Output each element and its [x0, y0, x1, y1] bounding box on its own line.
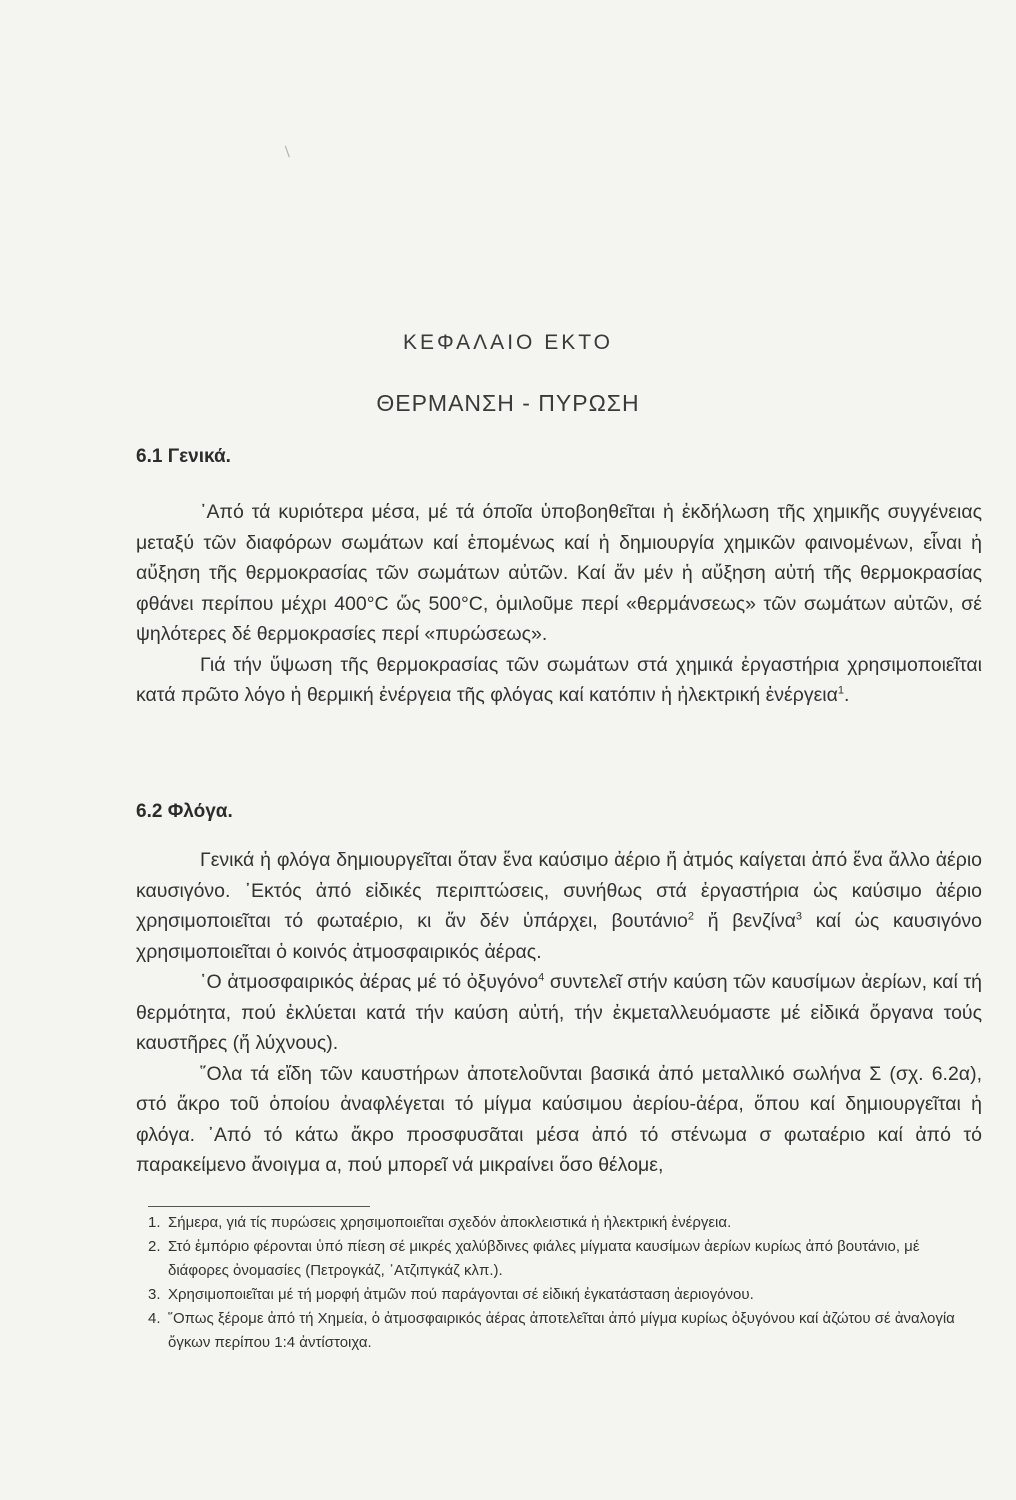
- footnote-2-number: 2.: [148, 1238, 161, 1255]
- section-1-paragraph-2: [136, 650, 982, 711]
- footnote-1-text: Σήμερα, γιά τίς πυρώσεις χρησιμοποιεῖται σχεδόν ἀποκλειστικά ἡ ἠλεκτρική ἐνέργεια.: [168, 1214, 732, 1231]
- section-2-paragraph-1-a: Γενικά ἡ φλόγα δημιουργεῖται ὅταν ἕνα καύσιμο ἀέριο ἤ ἀτμός καίγεται ἀπό ἕνα ἄλλο ἀέριο καυσιγόνο. ᾽Εκτός ἀπό εἰδικές περιπτώσεις, συνήθως στά ἐργαστήρια ὡς καύσιμο ἀέριο χρησιμοποιεῖται τό φωταέριο, κι ἄν δέν ὑπάρχει, βουτάνιο: [136, 849, 982, 932]
- footnote-4-number: 4.: [148, 1310, 161, 1327]
- section-2-paragraph-2-b: συντελεῖ στήν καύση τῶν καυσίμων ἀερίων, καί τή θερμότητα, πού ἐκλύεται κατά τήν καύση αὐτή, τήν ἐκμεταλλευόμαστε μέ εἰδικά ὄργανα τούς καυστῆρες (ἤ λύχνους).: [136, 971, 982, 1054]
- footnote-ref-2: 2: [687, 910, 694, 923]
- section-2-paragraph-2-a: ῾Ο ἀτμοσφαιρικός ἀέρας μέ τό ὀξυγόνο: [200, 971, 539, 993]
- footnote-3-number: 3.: [148, 1286, 161, 1303]
- footnote-2: [148, 1235, 982, 1283]
- footnote-1-number: 1.: [148, 1214, 161, 1231]
- section-2-paragraph-1-b: ἤ βενζίνα: [693, 910, 796, 932]
- section-1-paragraph-2-end: .: [844, 684, 850, 706]
- footnote-4-text: ῞Οπως ξέρομε ἀπό τή Χημεία, ὁ ἀτμοσφαιρικός ἀέρας ἀποτελεῖται ἀπό μίγμα κυρίως ὀξυγόνου καί ἀζώτου σέ ἀναλογία ὄγκων περίπου 1:4 ἀντίστοιχα.: [168, 1310, 955, 1351]
- footnote-3: [148, 1283, 982, 1307]
- footnote-ref-1: 1: [837, 684, 845, 697]
- section-1-paragraph-1: ᾽Από τά κυριότερα μέσα, μέ τά όποῖα ὑποβοηθεῖται ἡ ἐκδήλωση τῆς χημικῆς συγγένειας μεταξύ τῶν διαφόρων σωμάτων καί ἑπομένως καί ἡ δημιουργία χημικῶν φαινομένων, εἶναι ἡ αὔξηση τῆς θερμοκρασίας τῶν σωμάτων αὐτῶν. Καί ἄν μέν ἡ αὔξηση αὐτή τῆς θερμοκρασίας φθάνει περίπου μέχρι 400°C ὥς 500°C, ὁμιλοῦμε περί «θερμάνσεως» τῶν σωμάτων αὐτῶν, σέ ψηλότερες δέ θερμοκρασίες περί «πυρώσεως».: [136, 501, 982, 645]
- section-heading-6-2: 6.2 Φλόγα.: [136, 801, 233, 822]
- section-2-paragraph-1: [136, 845, 982, 967]
- footnote-1: [148, 1211, 982, 1235]
- footnotes-list: [148, 1211, 982, 1355]
- footnote-divider: [148, 1206, 370, 1207]
- section-2-paragraph-1-c: καί ὡς καυσιγόνο χρησιμοποιεῖται ὁ κοινός ἀτμοσφαιρικός ἀέρας.: [136, 910, 983, 963]
- chapter-label: ΚΕΦΑΛΑΙΟ ΕΚΤΟ: [402, 331, 613, 354]
- chapter-title: ΘΕΡΜΑΝΣΗ - ΠΥΡΩΣΗ: [376, 390, 640, 416]
- footnote-ref-4: 4: [538, 971, 545, 984]
- section-2-paragraph-3: ῞Ολα τά εἴδη τῶν καυστήρων ἀποτελοῦνται βασικά ἀπό μεταλλικό σωλήνα Σ (σχ. 6.2α), στό ἄκρο τοῦ ὁποίου ἀναφλέγεται τό μίγμα καύσιμου ἀερίου-ἀέρα, ὅπου καί δημιουργεῖται ἡ φλόγα. ᾽Από τό κάτω ἄκρο προσφυσᾶται μέσα ἀπό τό στένωμα σ φωταέριο καί ἀπό τό παρακείμενο ἄνοιγμα α, πού μπορεῖ νά μικραίνει ὅσο θέλομε,: [136, 1062, 982, 1176]
- section-1-body: [136, 497, 982, 711]
- footnote-4: [148, 1307, 982, 1355]
- section-heading-6-1: 6.1 Γενικά.: [136, 446, 231, 467]
- footnote-2-text: Στό ἐμπόριο φέρονται ὑπό πίεση σέ μικρές χαλύβδινες φιάλες μίγματα καυσίμων ἀερίων κυρίως ἀπό βουτάνιο, μέ διάφορες ὀνομασίες (Πετρογκάζ, ᾽Ατζιπγκάζ κλπ.).: [168, 1238, 920, 1279]
- footnote-3-text: Χρησιμοποιεῖται μέ τή μορφή ἀτμῶν πού παράγονται σέ εἰδική ἐγκατάσταση ἀεριογόνου.: [168, 1286, 754, 1303]
- section-2-body: [136, 845, 982, 1181]
- section-2-paragraph-2: [136, 967, 982, 1059]
- stray-mark-icon: /: [281, 144, 295, 161]
- footnote-ref-3: 3: [795, 910, 803, 923]
- section-1-paragraph-2-text: Γιά τήν ὕψωση τῆς θερμοκρασίας τῶν σωμάτων στά χημικά ἐργαστήρια χρησιμοποιεῖται κατά πρῶτο λόγο ἡ θερμική ἐνέργεια τῆς φλόγας καί κατόπιν ἡ ἠλεκτρική ἐνέργεια: [136, 653, 982, 706]
